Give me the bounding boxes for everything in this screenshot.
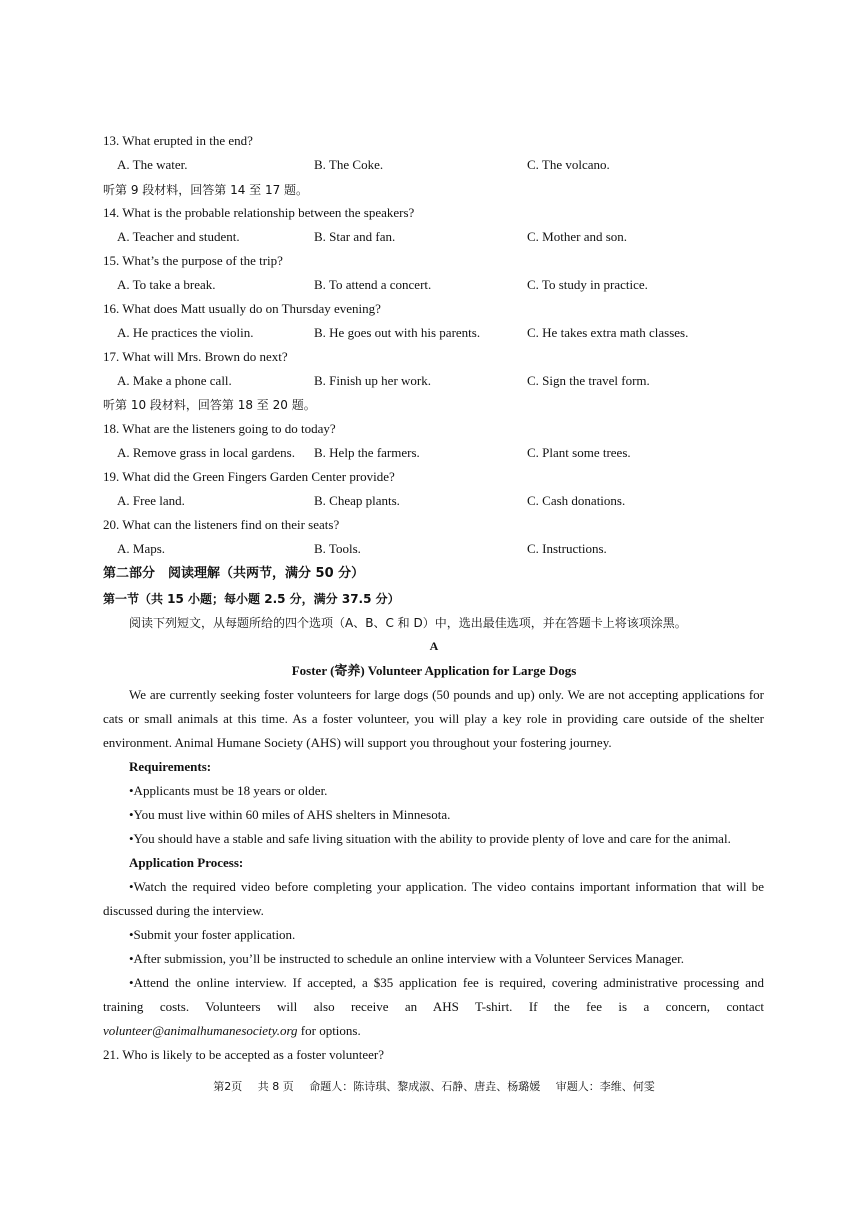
requirement-age: •Applicants must be 18 years or older. xyxy=(129,783,328,798)
q18-option-a: A. Remove grass in local gardens. xyxy=(117,445,295,460)
reviewers: 审题人：李维、何雯 xyxy=(555,1080,655,1093)
q18-option-c: C. Plant some trees. xyxy=(527,445,631,460)
q19-option-a: A. Free land. xyxy=(117,493,185,508)
q16-option-a: A. He practices the violin. xyxy=(117,325,254,340)
page-footer xyxy=(0,1078,868,1094)
q15-stem: 15. What’s the purpose of the trip? xyxy=(103,253,283,268)
part2-heading: 第二部分 阅读理解（共两节，满分 50 分） xyxy=(103,566,365,581)
process-interview-schedule: •After submission, you’ll be instructed to schedule an online interview with a Volunteer Services Manager. xyxy=(129,951,685,966)
section1-heading: 第一节（共 15 小题；每小题 2.5 分，满分 37.5 分） xyxy=(103,592,400,606)
q20-option-a: A. Maps. xyxy=(117,541,166,556)
q16-option-b: B. He goes out with his parents. xyxy=(314,325,481,340)
process-attend-interview xyxy=(103,971,764,1043)
reading-instruction: 阅读下列短文，从每题所给的四个选项（A、B、C 和 D）中，选出最佳选项，并在答题卡上将该项涂黑。 xyxy=(129,616,687,630)
requirements-heading: Requirements: xyxy=(129,759,212,774)
process-heading: Application Process: xyxy=(129,855,244,870)
passage-intro: We are currently seeking foster volunteers for large dogs (50 pounds and up) only. We are not accepting applications for cats or small animals at this time. As a foster volunteer, you will play a key role in providing care outside of the shelter environment. Animal Humane Society (AHS) will support you throughout your fostering journey. xyxy=(103,687,764,750)
process-attend-end: for options. xyxy=(297,1023,361,1038)
q13-option-a: A. The water. xyxy=(117,157,188,172)
passage-title: Foster (寄养) Volunteer Application for Large Dogs xyxy=(291,663,577,678)
q18-option-b: B. Help the farmers. xyxy=(314,445,420,460)
process-video: •Watch the required video before completing your application. The video contains important information that will be discussed during the interview. xyxy=(103,879,764,918)
requirement-location: •You must live within 60 miles of AHS shelters in Minnesota. xyxy=(129,807,451,822)
q20-option-c: C. Instructions. xyxy=(527,541,607,556)
q19-option-c: C. Cash donations. xyxy=(527,493,626,508)
q20-option-b: B. Tools. xyxy=(314,541,361,556)
q14-option-c: C. Mother and son. xyxy=(527,229,628,244)
process-attend-text: •Attend the online interview. If accepted, a $35 application fee is required, covering administrative processing and training costs. Volunteers will also receive an AHS T-shirt. If the fee is a concern, contact xyxy=(103,975,764,1014)
passage-letter: A xyxy=(429,639,439,653)
q14-option-a: A. Teacher and student. xyxy=(117,229,240,244)
page-total: 共 8 页 xyxy=(257,1080,294,1093)
q13-option-b: B. The Coke. xyxy=(314,157,384,172)
q17-option-c: C. Sign the travel form. xyxy=(527,373,650,388)
q13-stem: 13. What erupted in the end? xyxy=(103,133,253,148)
q15-option-b: B. To attend a concert. xyxy=(314,277,432,292)
q15-option-a: A. To take a break. xyxy=(117,277,216,292)
volunteer-email-link[interactable]: volunteer@animalhumanesociety.org xyxy=(103,1023,298,1038)
page-number: 第2页 xyxy=(213,1080,243,1093)
q14-stem: 14. What is the probable relationship between the speakers? xyxy=(103,205,415,220)
requirement-living: •You should have a stable and safe living situation with the ability to provide plenty of love and care for the animal. xyxy=(129,831,731,846)
q16-option-c: C. He takes extra math classes. xyxy=(527,325,689,340)
q21-stem: 21. Who is likely to be accepted as a foster volunteer? xyxy=(103,1047,384,1062)
q20-stem: 20. What can the listeners find on their seats? xyxy=(103,517,340,532)
q19-stem: 19. What did the Green Fingers Garden Center provide? xyxy=(103,469,395,484)
q14-option-b: B. Star and fan. xyxy=(314,229,396,244)
process-submit: •Submit your foster application. xyxy=(129,927,296,942)
q15-option-c: C. To study in practice. xyxy=(527,277,648,292)
q19-option-b: B. Cheap plants. xyxy=(314,493,400,508)
q17-option-b: B. Finish up her work. xyxy=(314,373,431,388)
q16-stem: 16. What does Matt usually do on Thursday evening? xyxy=(103,301,381,316)
q13-option-c: C. The volcano. xyxy=(527,157,610,172)
authors: 命题人：陈诗琪、黎成淑、石静、唐垚、杨璐媛 xyxy=(309,1080,541,1093)
section9-instruction: 听第 9 段材料，回答第 14 至 17 题。 xyxy=(103,183,309,197)
q17-stem: 17. What will Mrs. Brown do next? xyxy=(103,349,288,364)
q18-stem: 18. What are the listeners going to do today? xyxy=(103,421,336,436)
section10-instruction: 听第 10 段材料，回答第 18 至 20 题。 xyxy=(103,398,316,412)
q17-option-a: A. Make a phone call. xyxy=(117,373,232,388)
